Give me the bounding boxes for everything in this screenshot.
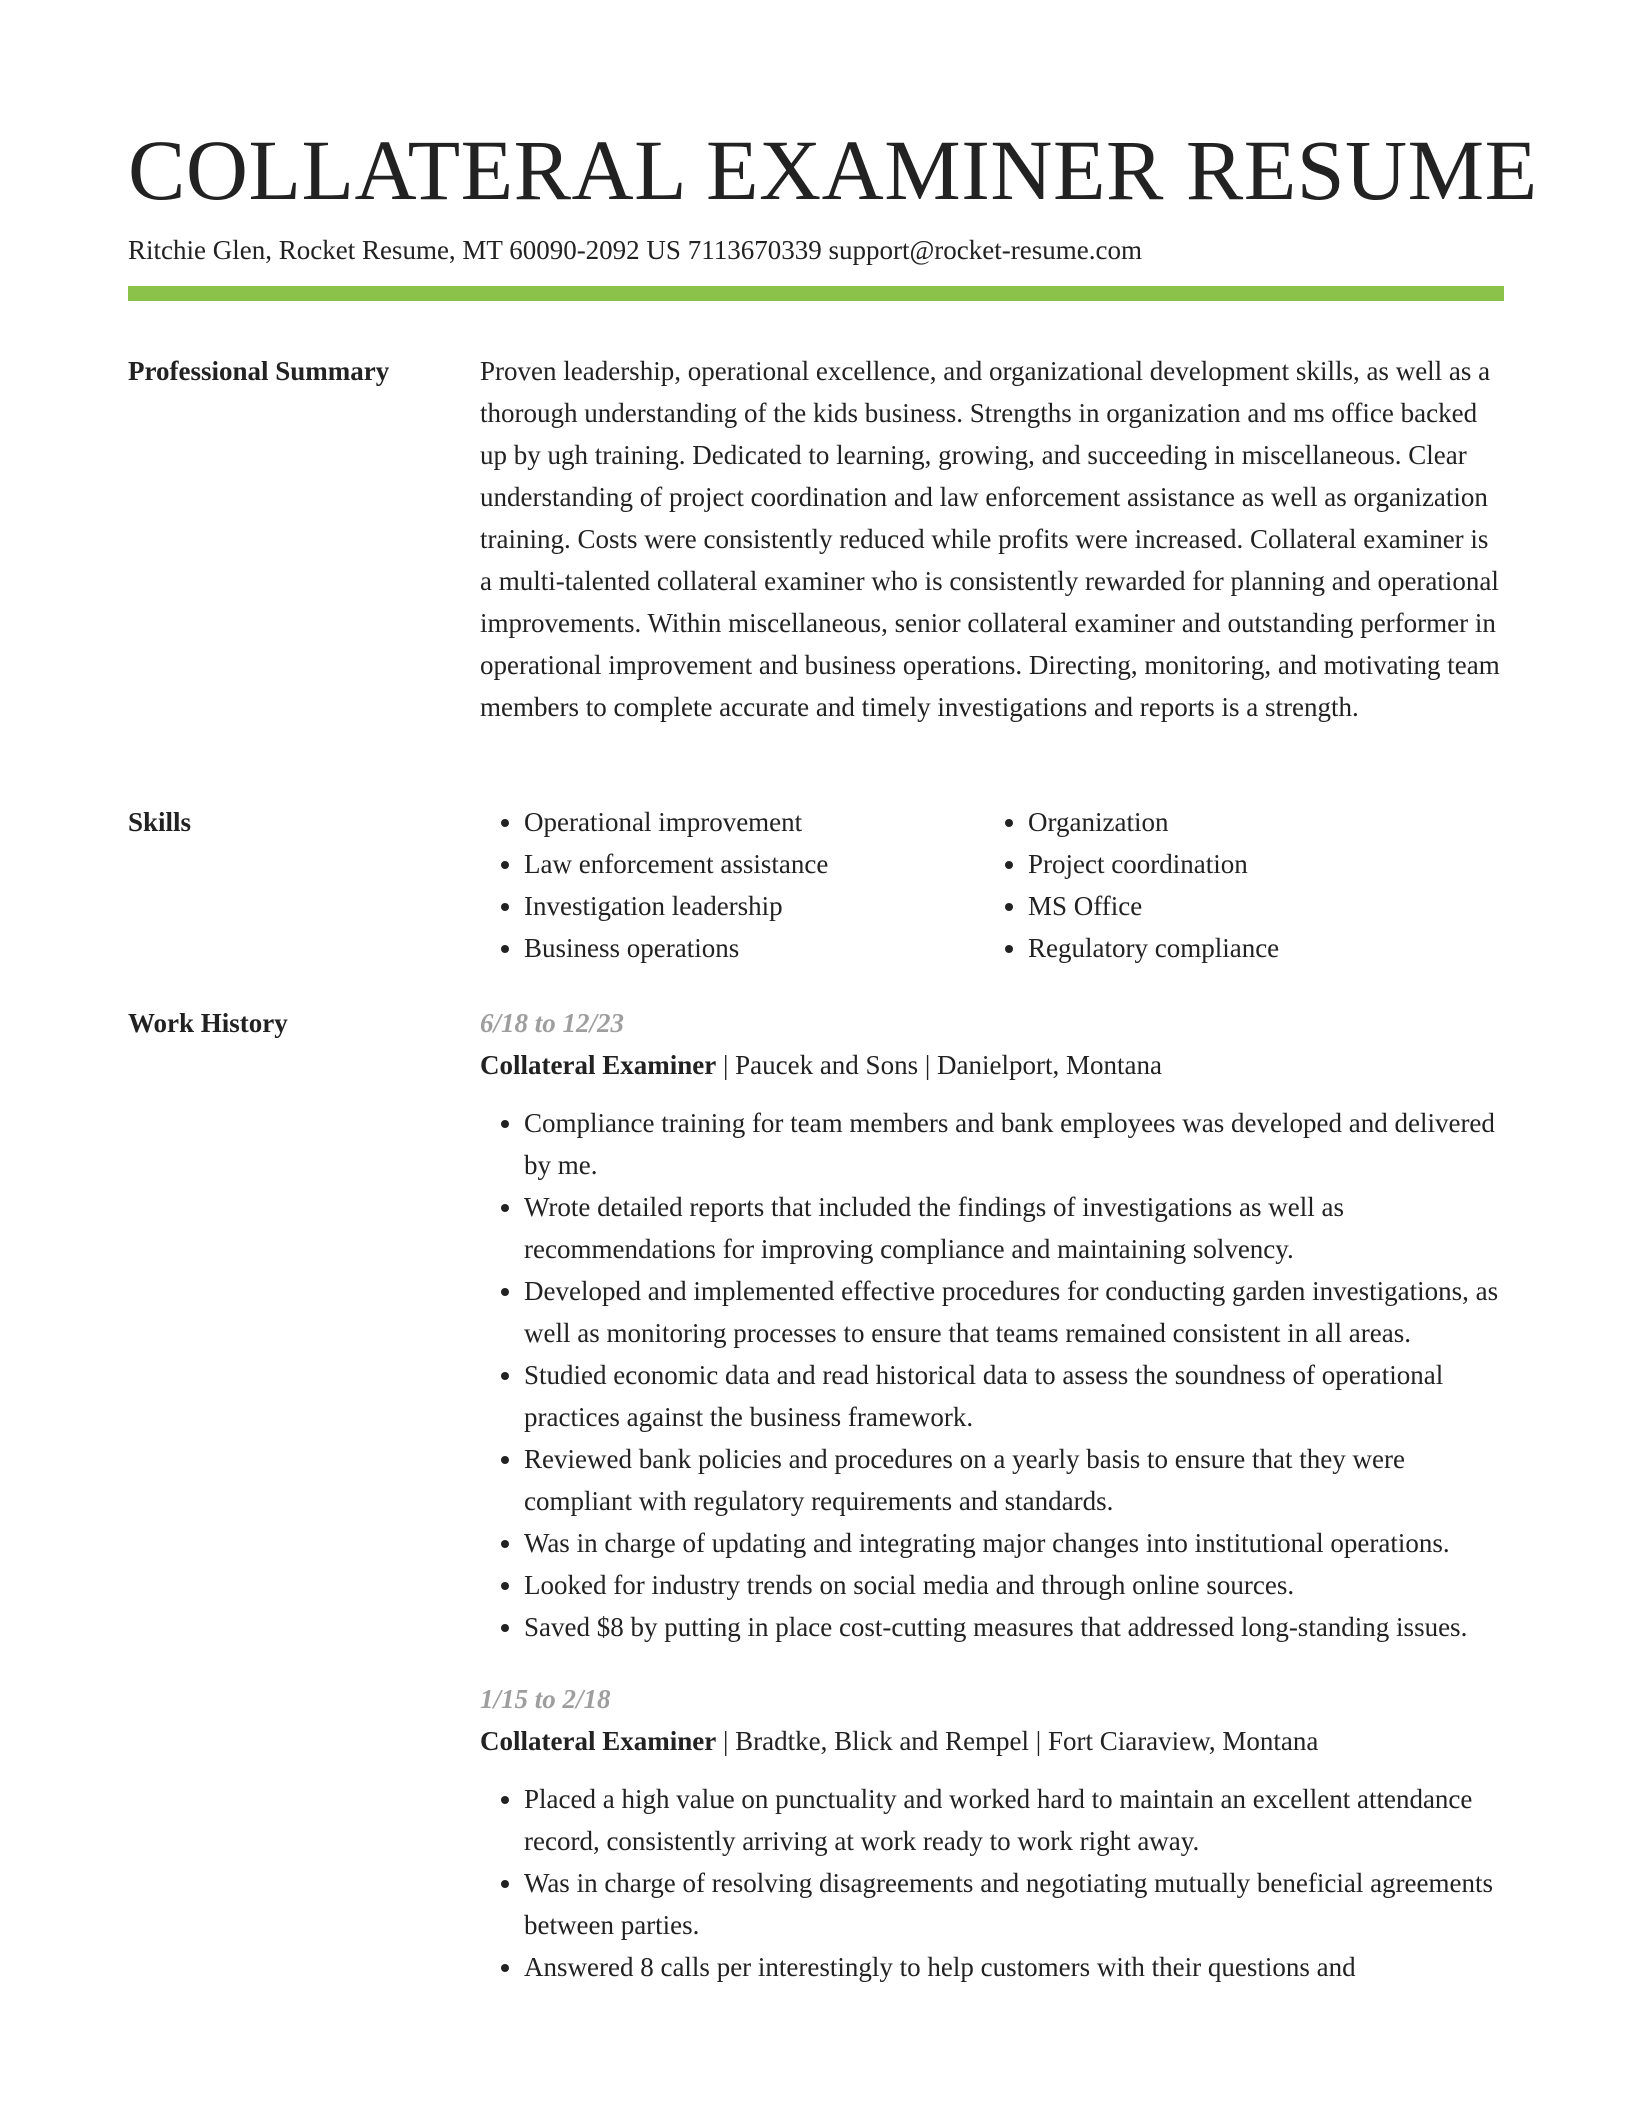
work-history-label: Work History bbox=[128, 1008, 288, 1038]
job-bullet: • Placed a high value on punctuality and worked hard to maintain an excellent attendance record, consistently arriving at work ready to work right away. bbox=[524, 1778, 1504, 1862]
skill-item: • Organization bbox=[1028, 801, 1488, 843]
job-bullet: • Answered 8 calls per interestingly to help customers with their questions and bbox=[524, 1946, 1504, 1988]
job-bullet: • Compliance training for team members and bank employees was developed and delivered by me. bbox=[524, 1102, 1504, 1186]
skills-columns bbox=[480, 801, 1504, 969]
skill-item: • Regulatory compliance bbox=[1028, 927, 1488, 969]
job-heading bbox=[480, 1720, 1504, 1762]
summary-text: Proven leadership, operational excellence, and organizational development skills, as well as a thorough understanding of the kids business. Strengths in organization and ms office backed up by ugh training. Dedicated to learning, growing, and succeeding in miscellaneous. Clear understanding of project coordination and law enforcement assistance as well as organization training. Costs were consistently reduced while profits were increased. Collateral examiner is a multi-talented collateral examiner who is consistently rewarded for planning and operational improvements. Within miscellaneous, senior collateral examiner and outstanding performer in operational improvement and business operations. Directing, monitoring, and motivating team members to complete accurate and timely investigations and reports is a strength. bbox=[480, 356, 1500, 722]
summary-label: Professional Summary bbox=[128, 356, 390, 386]
summary-body bbox=[480, 350, 1504, 728]
job-bullet-list bbox=[480, 1102, 1504, 1648]
skill-item: • Investigation leadership bbox=[524, 885, 984, 927]
job-bullet: • Reviewed bank policies and procedures on a yearly basis to ensure that they were compliant with regulatory requirements and standards. bbox=[524, 1438, 1504, 1522]
skill-item: • Law enforcement assistance bbox=[524, 843, 984, 885]
contact-info: Ritchie Glen, Rocket Resume, MT 60090-2092 US 7113670339 support@rocket-resume.com bbox=[128, 235, 1142, 265]
skills-label: Skills bbox=[128, 807, 192, 837]
job-bullet: • Was in charge of updating and integrating major changes into institutional operations. bbox=[524, 1522, 1504, 1564]
skills-list-left bbox=[480, 801, 984, 969]
job-bullet: • Was in charge of resolving disagreements and negotiating mutually beneficial agreements between parties. bbox=[524, 1862, 1504, 1946]
skills-list-right bbox=[984, 801, 1488, 969]
skill-item: • Operational improvement bbox=[524, 801, 984, 843]
job-entry bbox=[480, 1002, 1504, 1648]
accent-divider bbox=[128, 286, 1504, 301]
job-title: Collateral Examiner bbox=[480, 1726, 717, 1756]
job-bullet: • Developed and implemented effective procedures for conducting garden investigations, as well as monitoring processes to ensure that teams remained consistent in all areas. bbox=[524, 1270, 1504, 1354]
skill-item: • Business operations bbox=[524, 927, 984, 969]
job-details: | Paucek and Sons | Danielport, Montana bbox=[716, 1050, 1162, 1080]
job-bullet: • Studied economic data and read historical data to assess the soundness of operational practices against the business framework. bbox=[524, 1354, 1504, 1438]
skill-item: • MS Office bbox=[1028, 885, 1488, 927]
job-details: | Bradtke, Blick and Rempel | Fort Ciaraview, Montana bbox=[716, 1726, 1319, 1756]
job-bullet: • Looked for industry trends on social media and through online sources. bbox=[524, 1564, 1504, 1606]
job-dates: 6/18 to 12/23 bbox=[480, 1008, 625, 1038]
job-title: Collateral Examiner bbox=[480, 1050, 717, 1080]
job-dates: 1/15 to 2/18 bbox=[480, 1684, 611, 1714]
job-entry bbox=[480, 1678, 1504, 1988]
job-bullet: • Wrote detailed reports that included the findings of investigations as well as recommendations for improving compliance and maintaining solvency. bbox=[524, 1186, 1504, 1270]
resume-title: COLLATERAL EXAMINER RESUME bbox=[128, 122, 1538, 218]
job-bullet: • Saved $8 by putting in place cost-cutting measures that addressed long-standing issues. bbox=[524, 1606, 1504, 1648]
work-history-body bbox=[480, 1002, 1504, 1988]
job-heading bbox=[480, 1044, 1504, 1086]
job-bullet-list bbox=[480, 1778, 1504, 1988]
skills-body bbox=[480, 801, 1504, 969]
skill-item: • Project coordination bbox=[1028, 843, 1488, 885]
